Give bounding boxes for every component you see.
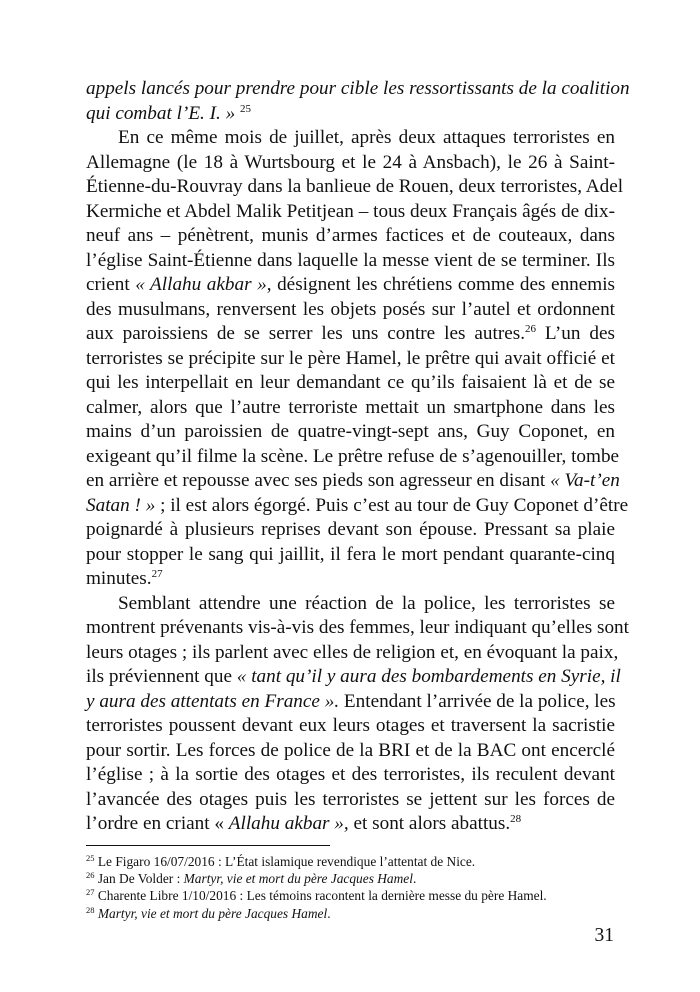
text-line: [86, 665, 621, 690]
text-line: [86, 812, 615, 837]
footnote: [86, 870, 547, 887]
text-run: des musulmans, renversent les objets posés sur l’autel et ordonnent: [86, 298, 615, 320]
text-line: [86, 616, 629, 641]
text-run: neuf ans – pénètrent, munis d’armes factices et de couteaux, dans: [86, 225, 615, 246]
text-line: [86, 273, 615, 298]
text-run: Kermiche et Abdel Malik Petitjean – tous deux Français âgés de dix-: [86, 200, 615, 222]
footnote-ref: 26: [525, 323, 536, 335]
text-run: terroristes se précipite sur le père Hamel, le prêtre qui avait officié et: [86, 347, 615, 369]
text-run: .: [412, 871, 417, 887]
footnote-ref: 26: [86, 870, 95, 881]
italic-text: « Va-t’en: [550, 470, 620, 491]
text-line: [86, 567, 615, 592]
text-run: Allemagne (le 18 à Wurtsbourg et le 24 à Ansbach), le 26 à Saint-: [86, 151, 615, 173]
paragraph: [86, 592, 629, 837]
text-run: .: [327, 905, 331, 921]
text-run: l’église ; à la sortie des otages et des terroristes, ils reculent devant: [86, 764, 615, 785]
text-run: qui les interpellait en leur demandant ce qu’ils faisaient là et de se: [86, 372, 615, 393]
text-line: [86, 788, 615, 813]
italic-text: Satan ! »: [86, 494, 156, 516]
text-run: mains d’un paroissien de quatre-vingt-sept ans, Guy Coponet, en: [86, 421, 615, 442]
italic-text: Martyr, vie et mort du père Jacques Hamel: [97, 905, 328, 921]
text-run: exigeant qu’il filme la scène. Le prêtre refuse de s’agenouiller, tombe: [86, 445, 620, 467]
text-line: [86, 543, 615, 568]
text-line: [86, 763, 615, 788]
text-line: [86, 175, 624, 200]
text-run: leurs otages ; ils parlent avec elles de religion et, en évoquant la paix,: [86, 641, 619, 663]
italic-text: Martyr, vie et mort du père Jacques Hamel: [183, 871, 413, 887]
text-run: Charente Libre 1/10/2016 : Les témoins racontent la dernière messe du père Hamel.: [94, 888, 547, 904]
italic-text: y aura des attentats en France ».: [86, 690, 340, 712]
text-run: et sont alors abattus.: [348, 813, 511, 834]
text-run: ils préviennent que: [86, 666, 237, 687]
text-run: Jan De Volder :: [94, 871, 184, 887]
text-line: [86, 371, 615, 396]
text-run: terroristes poussent devant eux leurs otages et traversent la sacristie: [86, 715, 615, 736]
text-line: [86, 420, 615, 445]
italic-text: Allahu akbar »,: [228, 813, 349, 834]
text-line: [86, 249, 615, 274]
text-run: L’un des: [536, 323, 615, 344]
text-line: [86, 102, 615, 127]
footnote-divider: [86, 845, 330, 846]
text-run: en arrière et repousse avec ses pieds son agresseur en disant: [86, 470, 551, 491]
footnote-ref: 28: [86, 904, 95, 915]
text-line: [86, 641, 619, 666]
text-line: [86, 518, 615, 543]
text-line: [86, 347, 615, 372]
text-line: [86, 494, 629, 519]
text-line: [86, 322, 615, 347]
paragraph: [86, 126, 629, 592]
footnote-ref: 28: [510, 813, 522, 825]
text-line: [86, 690, 615, 715]
italic-text: appels lancés pour prendre pour cible les ressortissants de la coalition: [86, 78, 630, 99]
text-run: calmer, alors que l’autre terroriste mettait un smartphone dans les: [86, 396, 615, 418]
text-line: [86, 126, 615, 151]
text-run: crient: [86, 274, 136, 295]
footnote-ref: 25: [86, 853, 95, 863]
text-run: Étienne-du-Rouvray dans la banlieue de Rouen, deux terroristes, Adel: [86, 176, 624, 197]
text-run: ; il est alors égorgé. Puis c’est au tour de Guy Coponet d’être: [155, 494, 629, 516]
italic-text: « tant qu’il y aura des bombardements en Syrie, il: [236, 666, 621, 687]
text-line: [86, 739, 615, 764]
page-number: 31: [594, 925, 614, 946]
text-line: [86, 77, 630, 102]
text-line: [86, 592, 615, 617]
footnotes: [86, 853, 547, 922]
text-run: , désignent les chrétiens comme des ennemis: [266, 274, 615, 295]
footnote: [86, 905, 547, 922]
text-line: [86, 298, 615, 323]
text-run: l’église Saint-Étienne dans laquelle la messe vient de se terminer. Ils: [86, 249, 615, 271]
footnote-ref: 27: [151, 568, 163, 580]
text-run: pour sortir. Les forces de police de la BRI et de la BAC ont encerclé: [86, 739, 615, 761]
footnote-ref: 25: [240, 102, 252, 115]
text-run: pour stopper le sang qui jaillit, il fera le mort pendant quarante-cinq: [86, 543, 615, 565]
footnote: [86, 853, 547, 870]
text-line: [86, 396, 615, 421]
text-run: l’ordre en criant «: [86, 813, 229, 834]
text-run: l’avancée des otages puis les terroristes se jettent sur les forces de: [86, 788, 615, 810]
text-run: Semblant attendre une réaction de la police, les terroristes se: [118, 592, 615, 614]
text-line: [86, 200, 615, 225]
italic-text: « Allahu akbar »: [135, 274, 267, 295]
text-run: En ce même mois de juillet, après deux attaques terroristes en: [118, 127, 615, 148]
text-line: [86, 224, 615, 249]
text-line: [86, 151, 615, 176]
footnote: [86, 887, 547, 904]
paragraph: [86, 77, 630, 126]
text-run: poignardé à plusieurs reprises devant son épouse. Pressant sa plaie: [86, 519, 615, 540]
text-run: Le Figaro 16/07/2016 : L’État islamique revendique l’attentat de Nice.: [94, 854, 476, 869]
text-run: aux paroissiens de se serrer les uns contre les autres.: [86, 323, 525, 344]
italic-text: qui combat l’E. I. »: [86, 102, 241, 124]
footnote-ref: 27: [86, 887, 95, 898]
text-line: [86, 445, 620, 470]
text-line: [86, 469, 620, 494]
text-run: montrent prévenants vis-à-vis des femmes, leur indiquant qu’elles sont: [86, 617, 629, 638]
text-run: minutes.: [86, 568, 152, 589]
text-line: [86, 714, 615, 739]
body-text: [86, 77, 630, 837]
text-run: Entendant l’arrivée de la police, les: [339, 690, 616, 712]
